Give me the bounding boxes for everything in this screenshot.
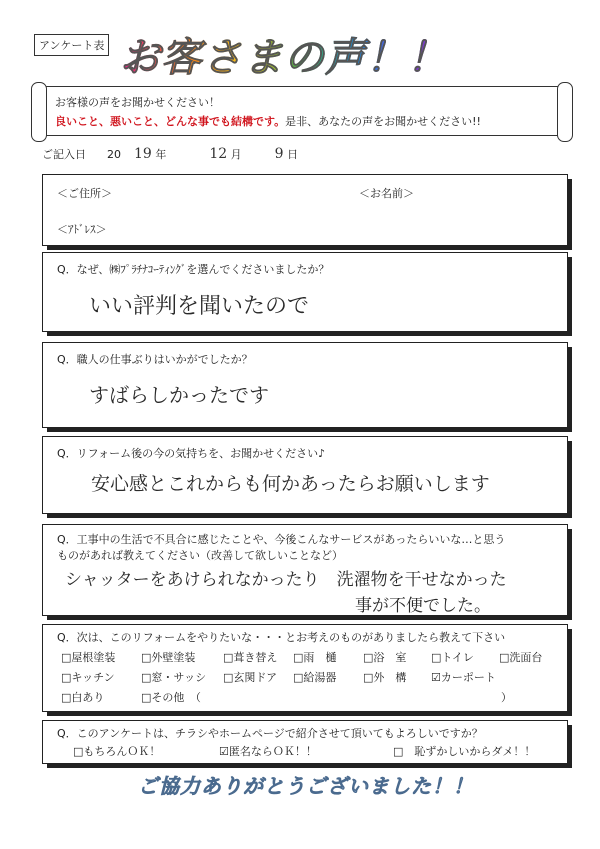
option-toilet[interactable]: □トイレ xyxy=(431,651,474,664)
thanks-message: ご協力ありがとうございました！！ xyxy=(138,774,474,798)
permission-anonymous[interactable]: ☑匿名ならＯＫ！！ xyxy=(219,745,317,758)
date-label: ご記入日 xyxy=(42,148,86,161)
option-bathroom[interactable]: □浴 室 xyxy=(363,651,407,664)
intro-rest: 是非、あなたの声をお聞かせください!! xyxy=(285,115,481,128)
question-2: Q．職人の仕事ぶりはいかがでしたか？ xyxy=(57,353,253,366)
month-value: 12 xyxy=(209,146,228,162)
question-box-2 xyxy=(42,342,568,428)
permission-no[interactable]: □ 恥ずかしいからダメ！！ xyxy=(393,745,536,758)
answer-4-line2: 事が不便でした。 xyxy=(355,596,491,616)
headline: お客さまの声！！ xyxy=(120,26,448,83)
permission-ok[interactable]: □もちろんＯＫ！ xyxy=(73,745,161,758)
option-termite[interactable]: □白あり xyxy=(61,691,105,704)
option-window-sash[interactable]: □窓・サッシ xyxy=(141,671,207,684)
form-tag: アンケート表 xyxy=(34,34,109,56)
option-kitchen[interactable]: □キッチン xyxy=(61,671,115,684)
question-box-6 xyxy=(42,720,568,764)
intro-line2 xyxy=(55,113,481,129)
option-other-close: ） xyxy=(501,691,512,704)
option-roof-paint[interactable]: □屋根塗装 xyxy=(61,651,116,664)
option-reroof[interactable]: □葺き替え xyxy=(223,651,278,664)
question-box-3 xyxy=(42,436,568,514)
question-box-5 xyxy=(42,624,568,712)
option-wall-paint[interactable]: □外壁塗装 xyxy=(141,651,196,664)
question-5: Q．次は、このリフォームをやりたいな・・・とお考えのものがありましたら教えて下さい xyxy=(57,631,506,644)
option-water-heater[interactable]: □給湯器 xyxy=(293,671,337,684)
year-value: 19 xyxy=(134,146,152,162)
answer-4-line1: シャッターをあけられなかったり 洗濯物を干せなかった xyxy=(65,570,507,590)
answer-1: いい評判を聞いたので xyxy=(89,294,310,319)
question-3: Q．リフォーム後の今の気持ちを、お聞かせください♪ xyxy=(57,447,326,460)
option-gutter[interactable]: □雨 樋 xyxy=(293,651,337,664)
month-unit: 月 xyxy=(230,148,242,161)
option-exterior[interactable]: □外 構 xyxy=(363,671,407,684)
date-row xyxy=(42,146,298,162)
question-4-line2: ものがあれば教えてください（改善して欲しいことなど） xyxy=(57,549,343,562)
year-prefix: 20 xyxy=(107,148,121,161)
option-other[interactable]: □その他 （ xyxy=(141,691,201,704)
intro-line1: お客様の声をお聞かせください！ xyxy=(55,96,220,109)
name-label: ＜お名前＞ xyxy=(359,187,414,200)
question-box-1 xyxy=(42,252,568,332)
answer-3: 安心感とこれからも何かあったらお願いします xyxy=(91,473,490,495)
question-4-line1: Q．工事中の生活で不具合に感じたことや、今後こんなサービスがあったらいいな…と思う xyxy=(57,533,506,546)
question-1: Q．なぜ、㈱ﾌﾟﾗﾁﾅｺｰﾃｨﾝｸﾞを選んでくださいましたか？ xyxy=(57,263,330,276)
email-label: ＜ｱﾄﾞﾚｽ＞ xyxy=(57,223,107,236)
option-entrance-door[interactable]: □玄関ドア xyxy=(223,671,278,684)
question-6: Q．このアンケートは、チラシやホームページで紹介させて頂いてもよろしいですか？ xyxy=(57,727,483,740)
option-washbasin[interactable]: □洗面台 xyxy=(499,651,543,664)
question-box-4 xyxy=(42,524,568,616)
day-unit: 日 xyxy=(287,148,299,161)
year-unit: 年 xyxy=(155,148,167,161)
day-value: 9 xyxy=(274,146,284,162)
address-label: ＜ご住所＞ xyxy=(57,187,112,200)
option-carport[interactable]: ☑カーポート xyxy=(431,671,496,684)
profile-box xyxy=(42,174,568,246)
answer-2: すばらしかったです xyxy=(89,383,269,407)
intro-banner xyxy=(38,86,566,136)
intro-emphasis: 良いこと、悪いこと、どんな事でも結構です。 xyxy=(55,115,286,128)
